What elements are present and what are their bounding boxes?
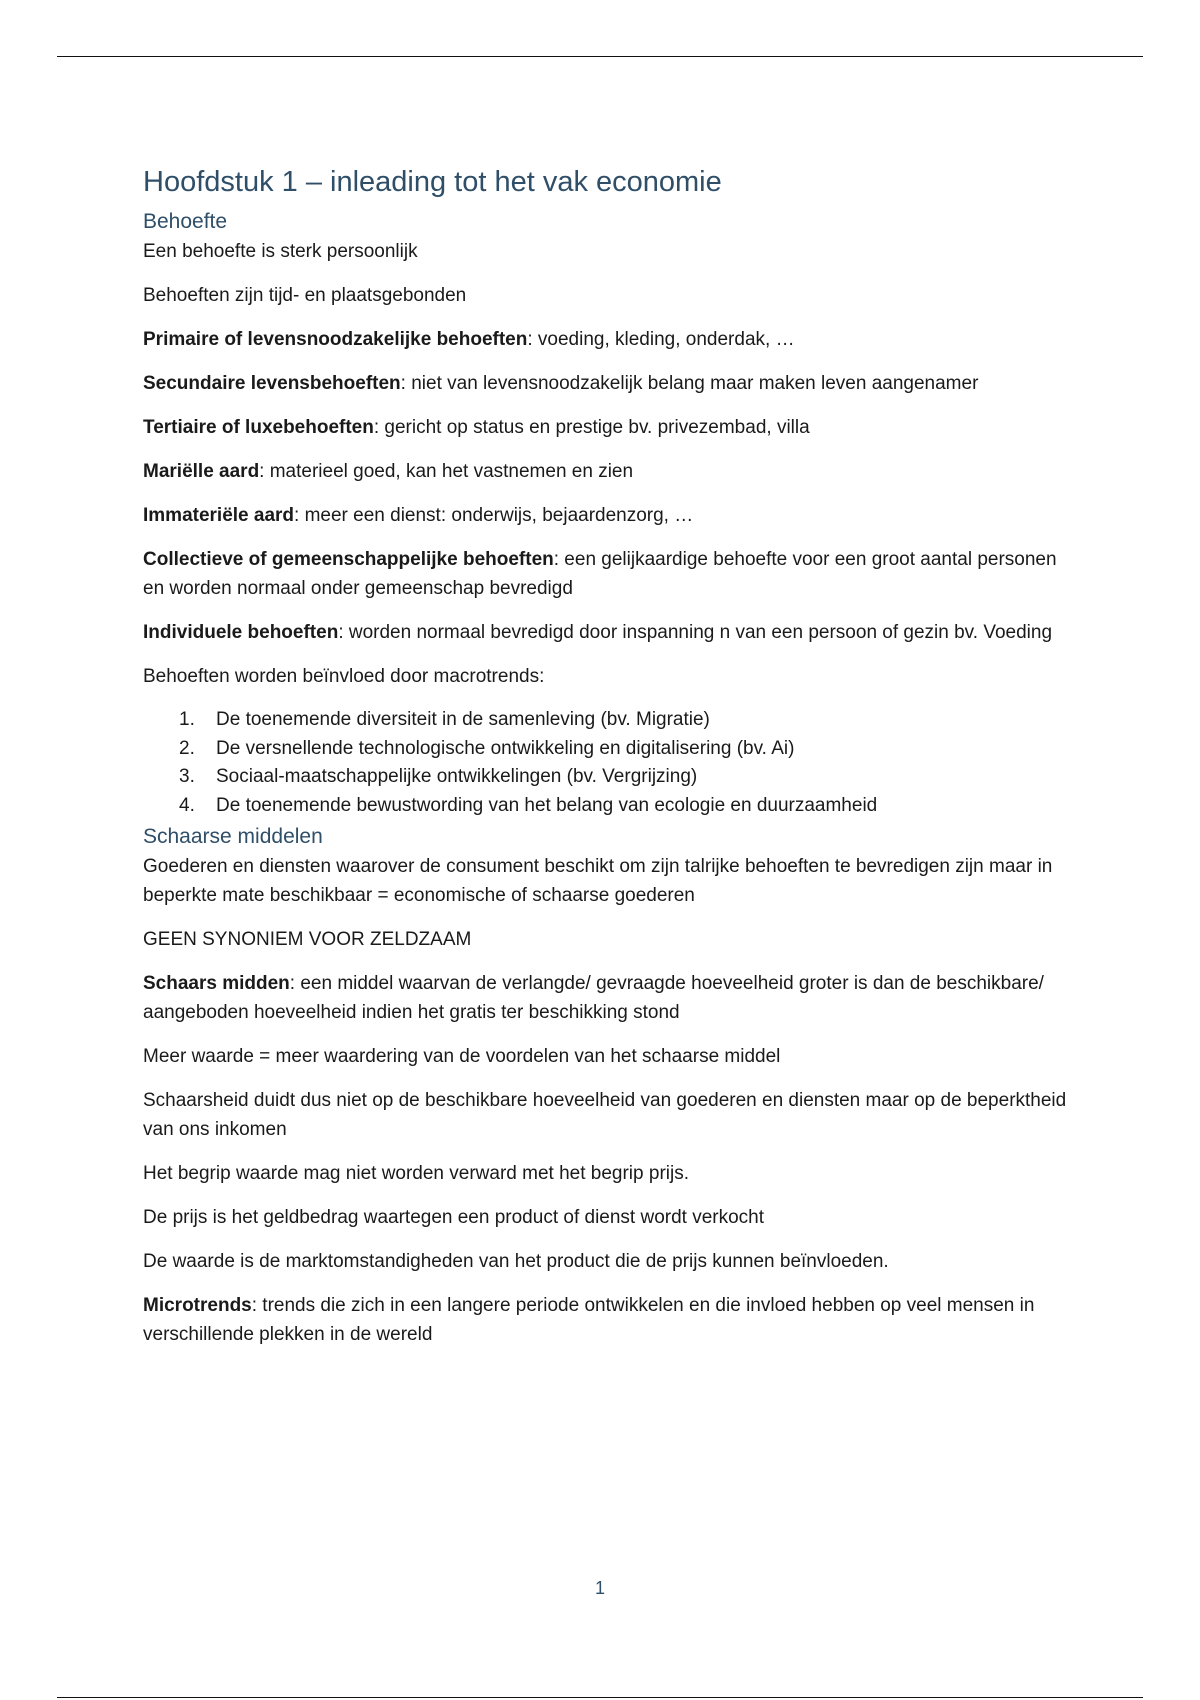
list-number: 4. — [179, 794, 195, 816]
paragraph: Het begrip waarde mag niet worden verward met het begrip prijs. — [143, 1163, 689, 1184]
paragraph: De prijs is het geldbedrag waartegen een product of dienst wordt verkocht — [143, 1207, 765, 1228]
definition-term: Individuele behoeften — [143, 622, 339, 643]
list-number: 2. — [179, 737, 195, 759]
definition — [143, 969, 1073, 1027]
list-item — [143, 763, 1073, 792]
definition-term: Microtrends — [143, 1295, 252, 1316]
definition — [143, 1291, 1073, 1349]
paragraph: Behoeften zijn tijd- en plaatsgebonden — [143, 285, 467, 306]
definition-text: : een middel waarvan de verlangde/ gevraagde hoeveelheid groter is dan de beschikbare/ aangeboden hoeveelheid indien het gratis ter beschikking stond — [143, 973, 1044, 1023]
macrotrends-list — [143, 706, 1073, 820]
list-item — [143, 792, 1073, 821]
definition-term: Collectieve of gemeenschappelijke behoeften — [143, 549, 554, 570]
definition-term: Immateriële aard — [143, 505, 295, 526]
header-rule — [57, 56, 1143, 57]
definition-text: : meer een dienst: onderwijs, bejaardenzorg, … — [294, 505, 694, 526]
paragraph: Goederen en diensten waarover de consument beschikt om zijn talrijke behoeften te bevredigen zijn maar in beperkte mate beschikbaar = economische of schaarse goederen — [143, 856, 1053, 906]
definition — [143, 325, 1073, 354]
list-text: De versnellende technologische ontwikkeling en digitalisering (bv. Ai) — [216, 737, 795, 759]
section-heading-behoefte: Behoefte — [143, 210, 228, 233]
list-item — [143, 706, 1073, 735]
definition — [143, 501, 1073, 530]
list-text: De toenemende bewustwording van het belang van ecologie en duurzaamheid — [216, 794, 878, 816]
definition-term: Schaars midden — [143, 973, 290, 994]
definition-term: Secundaire levensbehoeften — [143, 373, 401, 394]
paragraph: Schaarsheid duidt dus niet op de beschikbare hoeveelheid van goederen en diensten maar op de beperktheid van ons inkomen — [143, 1090, 1067, 1140]
paragraph: Behoeften worden beïnvloed door macrotrends: — [143, 666, 545, 687]
list-text: Sociaal-maatschappelijke ontwikkelingen (bv. Vergrijzing) — [216, 766, 698, 787]
definition-text: : voeding, kleding, onderdak, … — [527, 329, 795, 350]
paragraph: GEEN SYNONIEM VOOR ZELDZAAM — [143, 929, 472, 950]
definition-term: Mariëlle aard — [143, 461, 260, 482]
list-item — [143, 735, 1073, 764]
list-text: De toenemende diversiteit in de samenleving (bv. Migratie) — [216, 709, 710, 730]
paragraph: Een behoefte is sterk persoonlijk — [143, 241, 418, 262]
definition-text: : een gelijkaardige behoefte voor een groot aantal personen en worden normaal onder gemeenschap bevredigd — [143, 549, 1057, 599]
definition-term: Tertiaire of luxebehoeften — [143, 417, 374, 438]
definition-text: : materieel goed, kan het vastnemen en zien — [259, 461, 634, 482]
definition-text: : niet van levensnoodzakelijk belang maar maken leven aangenamer — [400, 373, 979, 394]
definition — [143, 369, 1073, 398]
definition-text: : gericht op status en prestige bv. privezembad, villa — [373, 417, 810, 438]
paragraph: De waarde is de marktomstandigheden van het product die de prijs kunnen beïnvloeden. — [143, 1251, 889, 1272]
list-number: 3. — [179, 766, 195, 787]
list-number: 1. — [179, 709, 195, 730]
definition-term: Primaire of levensnoodzakelijke behoeften — [143, 329, 528, 350]
section-heading-schaarse-middelen: Schaarse middelen — [143, 825, 323, 848]
definition-text: : trends die zich in een langere periode ontwikkelen en die invloed hebben op veel mensen in verschillende plekken in de wereld — [143, 1295, 1035, 1345]
definition-text: : worden normaal bevredigd door inspanning n van een persoon of gezin bv. Voeding — [338, 622, 1053, 643]
chapter-title: Hoofdstuk 1 – inleading tot het vak economie — [143, 166, 722, 198]
paragraph: Meer waarde = meer waardering van de voordelen van het schaarse middel — [143, 1046, 781, 1067]
document-body — [143, 163, 1073, 1364]
definition — [143, 457, 1073, 486]
definition — [143, 545, 1073, 603]
page-number: 1 — [594, 1578, 605, 1598]
footer-rule — [57, 1697, 1143, 1698]
definition — [143, 413, 1073, 442]
definition — [143, 618, 1073, 647]
